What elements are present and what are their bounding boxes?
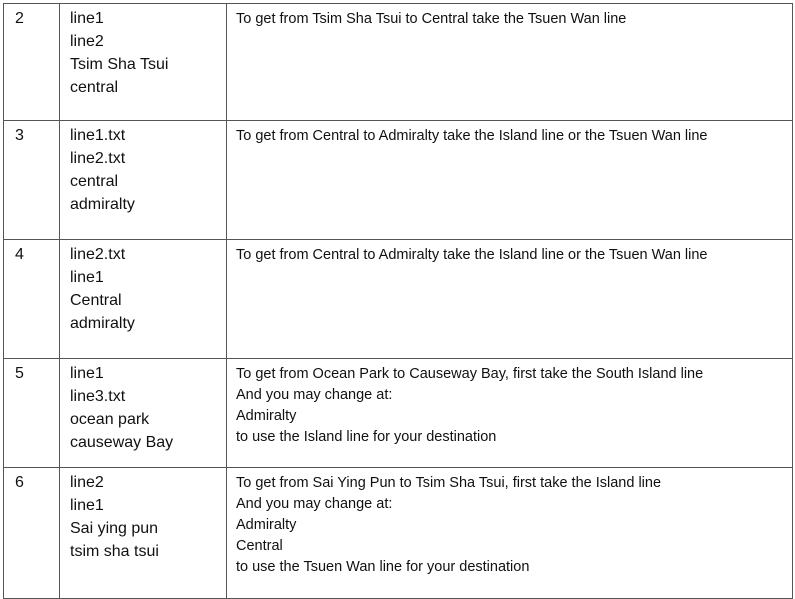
test-number: 2: [4, 4, 60, 121]
output-line: To get from Central to Admiralty take the Island line or the Tsuen Wan line: [236, 247, 708, 263]
output-line: And you may change at:: [236, 387, 393, 403]
test-output: [227, 359, 793, 468]
input-line: line2.txt: [70, 150, 126, 167]
output-line: To get from Ocean Park to Causeway Bay, first take the South Island line: [236, 366, 704, 382]
output-line: To get from Tsim Sha Tsui to Central take the Tsuen Wan line: [236, 11, 627, 27]
output-line: Admiralty: [236, 408, 297, 424]
output-line: And you may change at:: [236, 496, 393, 512]
input-line: Central: [70, 292, 122, 309]
output-line: Central: [236, 538, 283, 554]
input-line: Tsim Sha Tsui: [70, 56, 169, 73]
output-line: To get from Central to Admiralty take the Island line or the Tsuen Wan line: [236, 128, 708, 144]
test-inputs: [60, 359, 227, 468]
input-line: central: [70, 173, 119, 190]
output-line: Admiralty: [236, 517, 297, 533]
test-inputs: [60, 4, 227, 121]
input-line: causeway Bay: [70, 434, 174, 451]
test-output: [227, 4, 793, 121]
test-number: 3: [4, 121, 60, 240]
input-line: tsim sha tsui: [70, 543, 159, 560]
test-output: [227, 240, 793, 359]
input-line: central: [70, 79, 119, 96]
input-line: line1.txt: [70, 127, 126, 144]
test-output: [227, 468, 793, 599]
input-line: line1: [70, 269, 104, 286]
output-line: to use the Island line for your destination: [236, 429, 497, 445]
input-line: line2: [70, 474, 104, 491]
test-output: [227, 121, 793, 240]
test-inputs: [60, 240, 227, 359]
test-number: 4: [4, 240, 60, 359]
test-inputs: [60, 121, 227, 240]
table-row: [4, 468, 793, 599]
input-line: admiralty: [70, 315, 135, 332]
input-line: admiralty: [70, 196, 135, 213]
input-line: line2: [70, 33, 104, 50]
input-line: line1: [70, 10, 104, 27]
input-line: line1: [70, 365, 104, 382]
output-line: To get from Sai Ying Pun to Tsim Sha Tsui, first take the Island line: [236, 475, 662, 491]
table-row: [4, 240, 793, 359]
input-line: Sai ying pun: [70, 520, 159, 537]
table-row: [4, 121, 793, 240]
test-number: 5: [4, 359, 60, 468]
table-row: [4, 359, 793, 468]
input-line: line3.txt: [70, 388, 126, 405]
input-line: line2.txt: [70, 246, 126, 263]
table-row: [4, 4, 793, 121]
input-line: ocean park: [70, 411, 150, 428]
input-line: line1: [70, 497, 104, 514]
test-inputs: [60, 468, 227, 599]
test-number: 6: [4, 468, 60, 599]
test-case-table: [3, 3, 793, 599]
output-line: to use the Tsuen Wan line for your destination: [236, 559, 530, 575]
